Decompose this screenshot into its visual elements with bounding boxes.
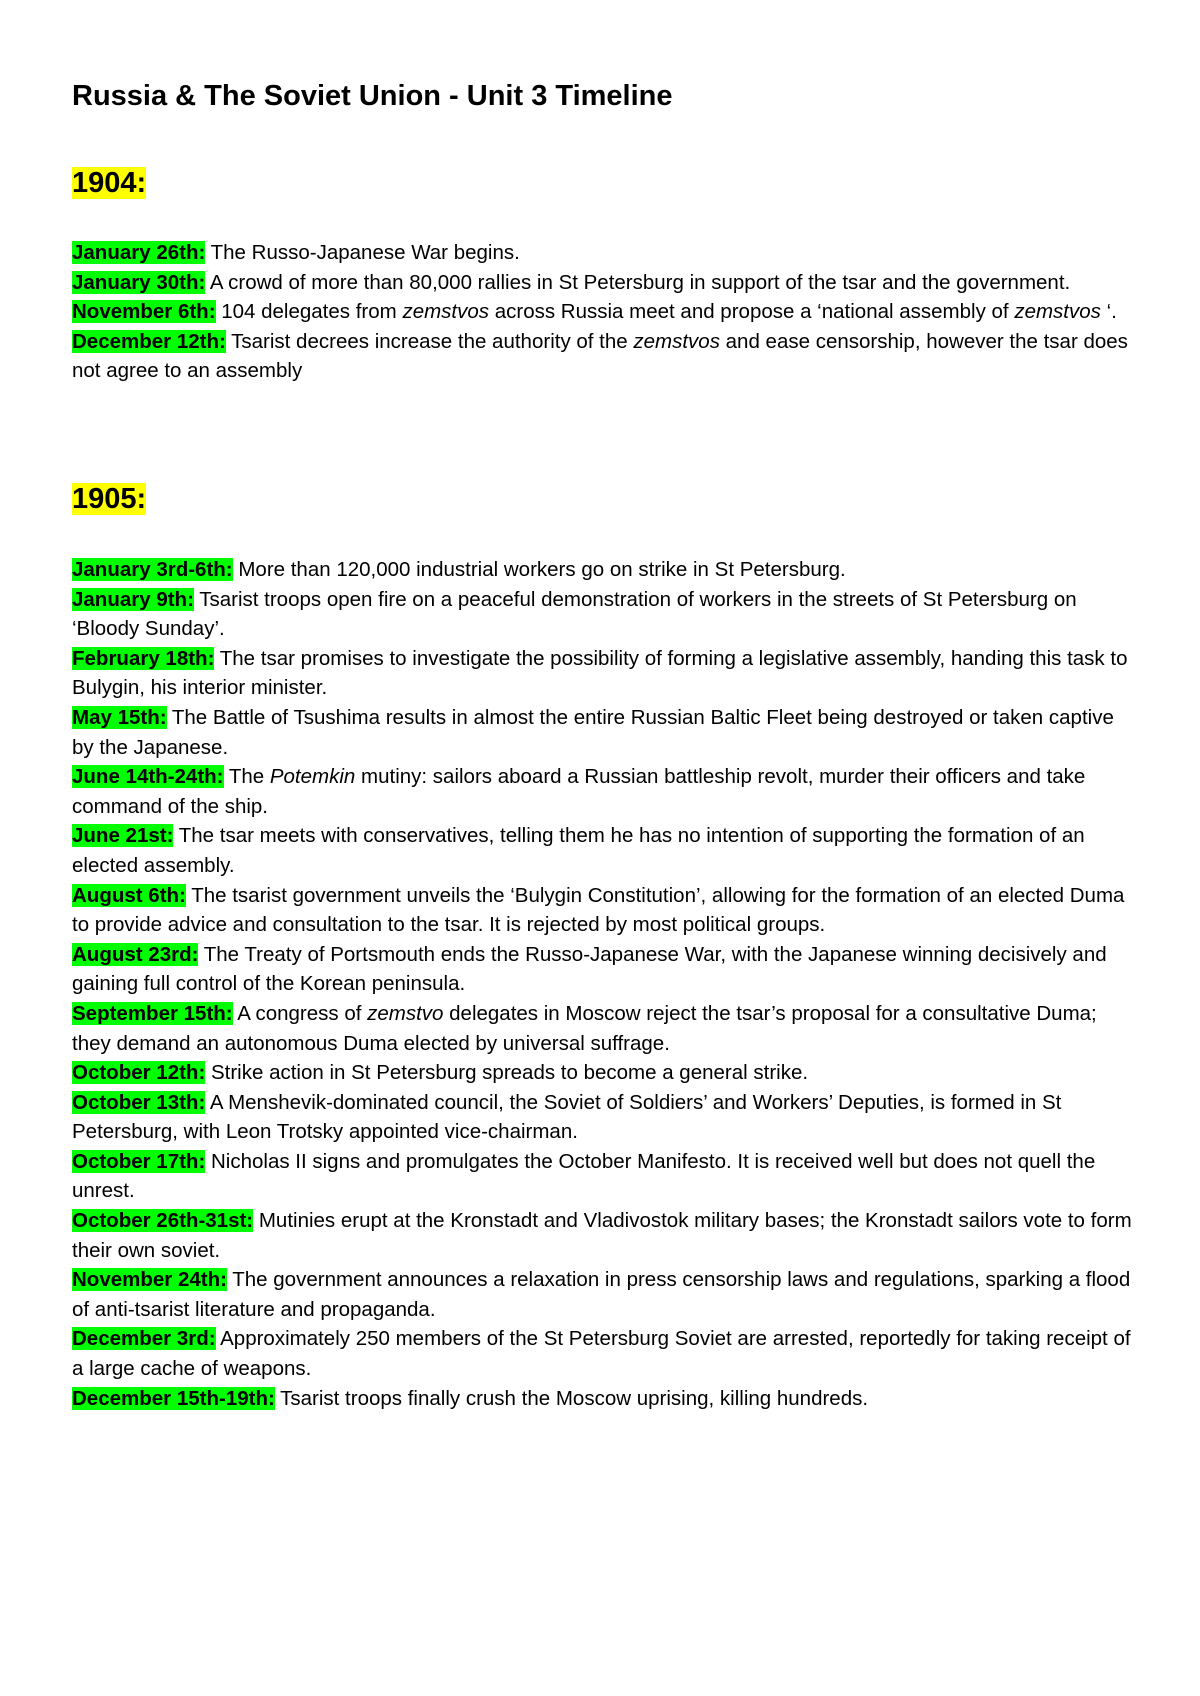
entry-text: delegates in Moscow reject the tsar’s proposal for a consultative Duma; they demand an autonomous Duma elected by universal suffrage. [72, 1001, 1097, 1055]
entry-text: mutiny: sailors aboard a Russian battleship revolt, murder their officers and take command of the ship. [72, 765, 1086, 818]
entry-date: May 15th: [72, 705, 167, 729]
entry-text: Tsarist decrees increase the authority of the [225, 329, 634, 353]
entry-date: June 21st: [72, 824, 174, 848]
entry-text: Mutinies erupt at the Kronstadt and Vladivostok military bases; the Kronstadt sailors vote to form their own soviet. [72, 1209, 1132, 1262]
entry-text: and ease censorship, however the tsar does not agree to an assembly [72, 329, 1128, 383]
entry-date: January 3rd-6th: [72, 558, 233, 581]
timeline-entry [72, 1384, 1132, 1414]
entry-date: September 15th: [72, 1001, 233, 1025]
entry-text: ‘. [1100, 300, 1117, 324]
timeline-entry [72, 1324, 1132, 1383]
entry-date: December 3rd: [72, 1327, 216, 1351]
year-heading-1904 [72, 166, 146, 200]
entry-italic-term: zemstvos [402, 300, 490, 324]
entry-date: October 17th: [72, 1149, 206, 1173]
document-title: Russia & The Soviet Union - Unit 3 Timeline [72, 80, 673, 112]
entry-text: The tsar meets with conservatives, telling them he has no intention of supporting the formation of an elected assembly. [72, 824, 1085, 877]
entry-text: Nicholas II signs and promulgates the October Manifesto. It is received well but does not quell the unrest. [72, 1149, 1096, 1203]
entry-date: January 9th: [72, 587, 194, 611]
entries-1905 [72, 555, 1132, 1413]
entry-date: October 26th-31st: [72, 1209, 254, 1233]
timeline-entry [72, 1147, 1132, 1206]
timeline-entry [72, 644, 1132, 703]
timeline-entry [72, 555, 1132, 585]
timeline-entry [72, 762, 1132, 821]
entry-text: Approximately 250 members of the St Petersburg Soviet are arrested, reportedly for taking receipt of a large cache of weapons. [72, 1327, 1131, 1381]
entry-text: 104 delegates from [215, 300, 403, 324]
entry-date: February 18th: [72, 646, 215, 670]
entry-text: The tsarist government unveils the ‘Bulygin Constitution’, allowing for the formation of an elected Duma to provide advice and consultation to the tsar. It is rejected by most political groups. [72, 883, 1125, 937]
entry-text: A Menshevik-dominated council, the Soviet of Soldiers’ and Workers’ Deputies, is formed in St Petersburg, with Leon Trotsky appointed vice-chairman. [72, 1090, 1062, 1144]
entry-text: The Russo-Japanese War begins. [205, 241, 520, 264]
timeline-entry [72, 881, 1132, 940]
entry-date: January 26th: [72, 241, 206, 264]
entry-text: The Battle of Tsushima results in almost the entire Russian Baltic Fleet being destroyed or taken captive by the Japanese. [72, 705, 1114, 759]
entry-italic-term: zemstvos [1014, 300, 1101, 324]
entry-date: October 13th: [72, 1090, 206, 1114]
timeline-entry [72, 1058, 1132, 1088]
entry-text: The government announces a relaxation in press censorship laws and regulations, sparking a flood of anti-tsarist literature and propaganda. [72, 1268, 1131, 1321]
entry-date: December 12th: [72, 329, 226, 353]
entry-italic-term: zemstvo [367, 1001, 444, 1025]
entry-date: August 23rd: [72, 942, 199, 966]
entry-date: November 24th: [72, 1268, 227, 1292]
entry-text: The [223, 765, 270, 789]
year-label: 1905: [72, 483, 147, 515]
entry-date: December 15th-19th: [72, 1386, 275, 1410]
timeline-entry [72, 268, 1132, 298]
entry-text: Tsarist troops open fire on a peaceful demonstration of workers in the streets of St Petersburg on ‘Bloody Sunday’. [72, 587, 1077, 641]
timeline-entry [72, 297, 1132, 327]
timeline-entry [72, 327, 1132, 386]
timeline-entry [72, 238, 1132, 268]
timeline-entry [72, 1088, 1132, 1147]
entry-date: January 30th: [72, 270, 206, 294]
timeline-entry [72, 1265, 1132, 1324]
entry-italic-term: zemstvos [633, 329, 720, 353]
entry-text: Tsarist troops finally crush the Moscow uprising, killing hundreds. [274, 1386, 869, 1410]
timeline-entry [72, 703, 1132, 762]
entry-date: June 14th-24th: [72, 765, 224, 789]
entry-text: A crowd of more than 80,000 rallies in St Petersburg in support of the tsar and the government. [205, 270, 1071, 294]
entry-date: August 6th: [72, 883, 186, 907]
entry-text: The tsar promises to investigate the possibility of forming a legislative assembly, handing this task to Bulygin, his interior minister. [72, 646, 1128, 700]
entry-text: across Russia meet and propose a ‘national assembly of [489, 300, 1015, 324]
timeline-entry [72, 940, 1132, 999]
entry-text: More than 120,000 industrial workers go on strike in St Petersburg. [232, 558, 846, 581]
year-label: 1904: [72, 167, 147, 199]
entry-text: Strike action in St Petersburg spreads to become a general strike. [205, 1061, 809, 1085]
entry-date: October 12th: [72, 1061, 206, 1085]
timeline-entry [72, 585, 1132, 644]
entry-date: November 6th: [72, 300, 216, 324]
timeline-entry [72, 821, 1132, 880]
timeline-entry [72, 999, 1132, 1058]
timeline-entry [72, 1206, 1132, 1265]
entries-1904 [72, 238, 1132, 386]
year-heading-1905 [72, 482, 146, 516]
entry-text: The Treaty of Portsmouth ends the Russo-Japanese War, with the Japanese winning decisively and gaining full control of the Korean peninsula. [72, 942, 1107, 996]
entry-italic-term: Potemkin [269, 765, 356, 789]
entry-text: A congress of [232, 1001, 368, 1025]
